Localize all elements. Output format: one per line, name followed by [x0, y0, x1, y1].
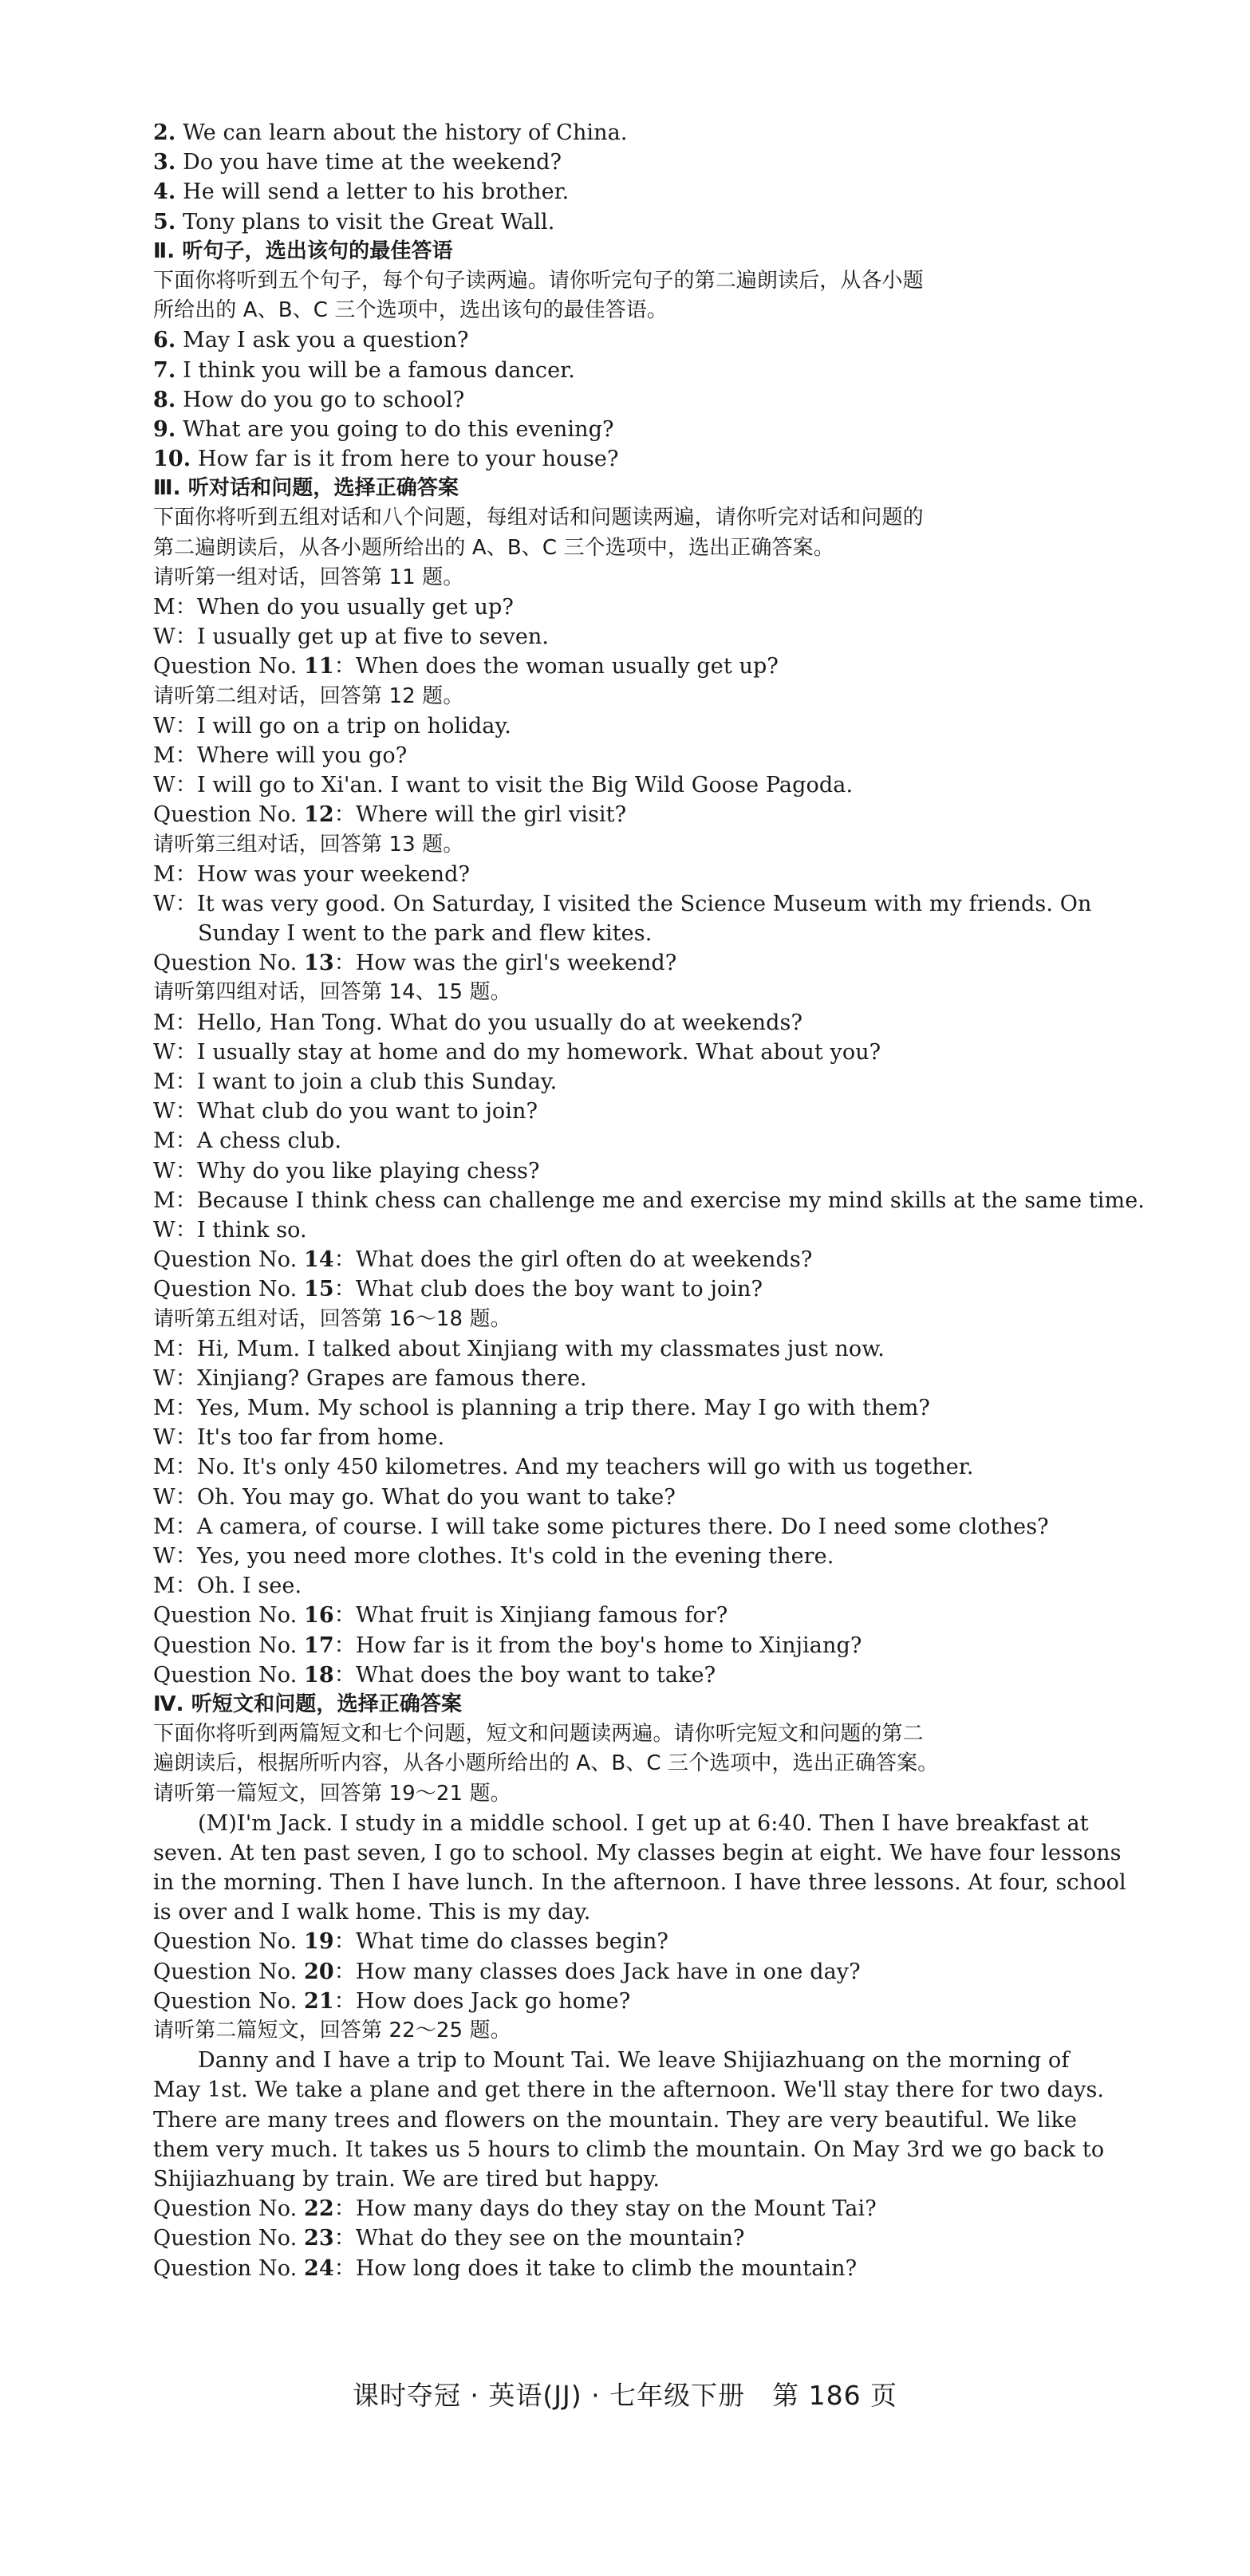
question-number: 12 [303, 802, 334, 828]
text-line [153, 1245, 1190, 1274]
line-text: Question No. [153, 1988, 304, 2014]
text-line [153, 860, 1190, 889]
question-number: 22 [303, 2196, 334, 2222]
text-line [153, 711, 1190, 741]
line-text: Question No. [153, 1959, 304, 1984]
question-text: ：What does the boy want to take? [333, 1662, 716, 1688]
line-text: seven. At ten past seven, I go to school. My classes begin at eight. We have four lessons [153, 1840, 1122, 1865]
line-text: Question No. [153, 1277, 304, 1302]
line-text: M：A camera, of course. I will take some pictures there. Do I need some clothes? [153, 1514, 1049, 1539]
line-text: Question No. [153, 802, 304, 828]
text-line [153, 503, 1190, 533]
text-line [153, 1097, 1190, 1126]
text-line [153, 741, 1190, 770]
line-text: M：Yes, Mum. My school is planning a trip there. May I go with them? [153, 1396, 930, 1421]
line-text: 请听第三组对话，回答第 13 题。 [153, 832, 464, 857]
line-text: How far is it from here to your house? [191, 447, 619, 472]
line-text: W：Why do you like playing chess? [153, 1158, 540, 1184]
line-text: 请听第二组对话，回答第 12 题。 [153, 683, 464, 708]
line-text: W：Xinjiang? Grapes are famous there. [153, 1365, 587, 1391]
line-text: How do you go to school? [175, 387, 465, 412]
question-text: ：What do they see on the mountain? [333, 2226, 745, 2251]
line-text: 请听第一组对话，回答第 11 题。 [153, 565, 464, 589]
text-line [153, 1631, 1190, 1660]
text-line [153, 266, 1190, 296]
line-text: Question No. [153, 2255, 304, 2281]
text-line [153, 1186, 1190, 1215]
text-line [153, 2223, 1190, 2253]
item-number: 4. [153, 179, 176, 205]
question-number: 19 [303, 1929, 334, 1955]
line-text: is over and I walk home. This is my day. [153, 1900, 591, 1925]
text-line [153, 1038, 1190, 1067]
text-line [153, 356, 1190, 385]
line-text: May 1st. We take a plane and get there in the afternoon. We'll stay there for two days. [153, 2078, 1105, 2103]
line-text: There are many trees and flowers on the mountain. They are very beautiful. We like [153, 2107, 1078, 2133]
question-number: 16 [303, 1603, 334, 1629]
line-text: M：I want to join a club this Sunday. [153, 1069, 558, 1094]
line-text: W：It was very good. On Saturday, I visited the Science Museum with my friends. On [153, 891, 1092, 916]
line-text: 请听第二篇短文，回答第 22～25 题。 [153, 2019, 511, 2042]
text-line [153, 1452, 1190, 1482]
section-heading [153, 237, 1190, 266]
text-line [153, 563, 1190, 593]
question-number: 11 [303, 654, 334, 679]
text-line [153, 1364, 1190, 1393]
line-text: W：I usually stay at home and do my homework. What about you? [153, 1039, 881, 1065]
listening-script-text [153, 118, 1190, 2283]
item-number: 5. [153, 209, 176, 234]
line-text: M：Because I think chess can challenge me and exercise my mind skills at the same time. [153, 1188, 1145, 1213]
text-line [153, 1571, 1190, 1601]
text-line [153, 118, 1190, 148]
line-text: M：A chess club. [153, 1128, 342, 1154]
text-line [153, 1897, 1190, 1927]
text-line [153, 1987, 1190, 2016]
text-line [153, 2016, 1190, 2046]
line-text: Sunday I went to the park and flew kites. [198, 921, 653, 947]
line-text: Ⅳ. 听短文和问题，选择正确答案 [153, 1692, 463, 1716]
line-text: M：How was your weekend? [153, 861, 471, 887]
question-text: ：How far is it from the boy's home to Xinjiang? [333, 1633, 862, 1658]
text-line [153, 770, 1190, 800]
text-line [153, 800, 1190, 829]
text-line [153, 325, 1190, 355]
line-text: W：I will go to Xi'an. I want to visit the Big Wild Goose Pagoda. [153, 773, 854, 798]
item-number: 2. [153, 120, 176, 145]
text-line [153, 889, 1190, 919]
text-line [153, 1719, 1190, 1749]
question-number: 14 [303, 1247, 334, 1273]
text-line [153, 1126, 1190, 1156]
line-text: 请听第五组对话，回答第 16～18 题。 [153, 1306, 511, 1331]
question-text: ：What club does the boy want to join? [333, 1277, 763, 1302]
line-text: Question No. [153, 1929, 304, 1955]
question-text: ：How does Jack go home? [333, 1988, 631, 2014]
text-line [153, 978, 1190, 1007]
text-line [153, 1542, 1190, 1571]
line-text: Question No. [153, 1247, 304, 1273]
line-text: Question No. [153, 1603, 304, 1629]
line-text: M：Oh. I see. [153, 1574, 302, 1599]
text-line [153, 177, 1190, 207]
item-number: 7. [153, 357, 176, 383]
item-number: 10. [153, 447, 191, 472]
line-text: What are you going to do this evening? [175, 416, 614, 442]
line-text: 所给出的 A、B、C 三个选项中，选出该句的最佳答语。 [153, 298, 668, 323]
page-footer: 课时夺冠 · 英语(JJ) · 七年级下册 第 186 页 [352, 2380, 898, 2411]
item-number: 6. [153, 328, 176, 353]
text-line [153, 1156, 1190, 1186]
line-text: W：Oh. You may go. What do you want to take? [153, 1484, 676, 1510]
question-number: 17 [303, 1633, 334, 1658]
line-text: (M)I'm Jack. I study in a middle school. I get up at 6:40. Then I have breakfast at [198, 1810, 1089, 1836]
text-line [153, 1779, 1190, 1809]
text-line [153, 1927, 1190, 1956]
text-line [153, 1957, 1190, 1987]
text-line [153, 1423, 1190, 1452]
line-text: M：Hello, Han Tong. What do you usually do at weekends? [153, 1010, 803, 1035]
question-number: 23 [303, 2226, 334, 2251]
line-text: Danny and I have a trip to Mount Tai. We leave Shijiazhuang on the morning of [198, 2048, 1070, 2074]
line-text: in the morning. Then I have lunch. In the afternoon. I have three lessons. At four, school [153, 1870, 1126, 1896]
line-text: We can learn about the history of China. [175, 120, 628, 145]
line-text: them very much. It takes us 5 hours to climb the mountain. On May 3rd we go back to [153, 2137, 1105, 2162]
line-text: Question No. [153, 2196, 304, 2222]
text-line [153, 1067, 1190, 1097]
text-line [153, 1749, 1190, 1778]
question-text: ：How long does it take to climb the mountain? [333, 2255, 858, 2281]
text-line [153, 534, 1190, 563]
line-text: 遍朗读后，根据所听内容，从各小题所给出的 A、B、C 三个选项中，选出正确答案。 [153, 1751, 939, 1776]
line-text: 第二遍朗读后，从各小题所给出的 A、B、C 三个选项中，选出正确答案。 [153, 535, 834, 560]
text-line [153, 2254, 1190, 2283]
line-text: M：Hi, Mum. I talked about Xinjiang with my classmates just now. [153, 1336, 885, 1361]
line-text: W：Yes, you need more clothes. It's cold in the evening there. [153, 1544, 834, 1569]
text-line [153, 1008, 1190, 1038]
text-line [153, 296, 1190, 325]
text-line [153, 207, 1190, 237]
text-line [153, 2135, 1190, 2164]
line-text: 下面你将听到五组对话和八个问题，每组对话和问题读两遍，请你听完对话和问题的 [153, 506, 924, 530]
text-line [153, 1215, 1190, 1245]
line-text: W：What club do you want to join? [153, 1099, 538, 1125]
text-line [153, 1838, 1190, 1868]
question-text: ：What does the girl often do at weekends? [333, 1247, 813, 1273]
line-text: Ⅱ. 听句子，选出该句的最佳答语 [153, 238, 453, 263]
text-line [153, 1305, 1190, 1334]
text-line [153, 1393, 1190, 1423]
text-line [153, 2075, 1190, 2105]
line-text: I think you will be a famous dancer. [175, 357, 575, 383]
line-text: Question No. [153, 2226, 304, 2251]
question-number: 15 [303, 1277, 334, 1302]
text-line [153, 1483, 1190, 1512]
text-line [153, 919, 1190, 948]
section-heading [153, 1690, 1190, 1719]
question-text: ：What fruit is Xinjiang famous for? [333, 1603, 728, 1629]
text-line [153, 622, 1190, 652]
line-text: 下面你将听到五个句子，每个句子读两遍。请你听完句子的第二遍朗读后，从各小题 [153, 268, 924, 293]
line-text: 下面你将听到两篇短文和七个问题，短文和问题读两遍。请你听完短文和问题的第二 [153, 1722, 924, 1747]
line-text: W：I think so. [153, 1217, 307, 1243]
text-line [153, 593, 1190, 622]
item-number: 9. [153, 416, 176, 442]
text-line [153, 1334, 1190, 1364]
question-text: ：When does the woman usually get up? [333, 654, 779, 679]
line-text: Do you have time at the weekend? [175, 150, 562, 175]
line-text: W：I will go on a trip on holiday. [153, 713, 511, 739]
line-text: Question No. [153, 654, 304, 679]
text-line [153, 148, 1190, 177]
question-number: 18 [303, 1662, 334, 1688]
question-number: 24 [303, 2255, 334, 2281]
line-text: Tony plans to visit the Great Wall. [175, 209, 555, 234]
line-text: W：I usually get up at five to seven. [153, 624, 550, 650]
line-text: 请听第四组对话，回答第 14、15 题。 [153, 980, 511, 1005]
text-line [153, 2046, 1190, 2075]
line-text: Question No. [153, 1633, 304, 1658]
line-text: May I ask you a question? [175, 328, 469, 353]
text-line [153, 652, 1190, 681]
line-text: 请听第一篇短文，回答第 19～21 题。 [153, 1781, 511, 1806]
line-text: Question No. [153, 1662, 304, 1688]
text-line [153, 385, 1190, 415]
text-line [153, 1660, 1190, 1690]
question-text: ：How many days do they stay on the Mount Tai? [333, 2196, 877, 2222]
text-line [153, 830, 1190, 860]
text-line [153, 1512, 1190, 1542]
text-line [153, 2194, 1190, 2223]
text-line [153, 2105, 1190, 2135]
text-line [153, 1274, 1190, 1304]
text-line [153, 415, 1190, 444]
section-heading [153, 474, 1190, 503]
line-text: M：Where will you go? [153, 742, 408, 768]
text-line [153, 1601, 1190, 1630]
question-number: 20 [303, 1959, 334, 1984]
question-text: ：Where will the girl visit? [333, 802, 627, 828]
question-text: ：How many classes does Jack have in one day? [333, 1959, 861, 1984]
text-line [153, 682, 1190, 711]
item-number: 3. [153, 150, 176, 175]
text-line [153, 1868, 1190, 1897]
text-line [153, 1809, 1190, 1838]
text-line [153, 948, 1190, 978]
question-text: ：How was the girl's weekend? [333, 951, 677, 976]
item-number: 8. [153, 387, 176, 412]
line-text: M：No. It's only 450 kilometres. And my teachers will go with us together. [153, 1455, 974, 1480]
text-line [153, 2164, 1190, 2194]
line-text: He will send a letter to his brother. [175, 179, 570, 205]
question-number: 13 [303, 951, 334, 976]
line-text: Ⅲ. 听对话和问题，选择正确答案 [153, 476, 459, 501]
text-line [153, 444, 1190, 474]
line-text: W：It's too far from home. [153, 1425, 445, 1451]
line-text: Shijiazhuang by train. We are tired but happy. [153, 2166, 660, 2192]
line-text: M：When do you usually get up? [153, 595, 514, 620]
question-text: ：What time do classes begin? [333, 1929, 669, 1955]
question-number: 21 [303, 1988, 334, 2014]
line-text: Question No. [153, 951, 304, 976]
